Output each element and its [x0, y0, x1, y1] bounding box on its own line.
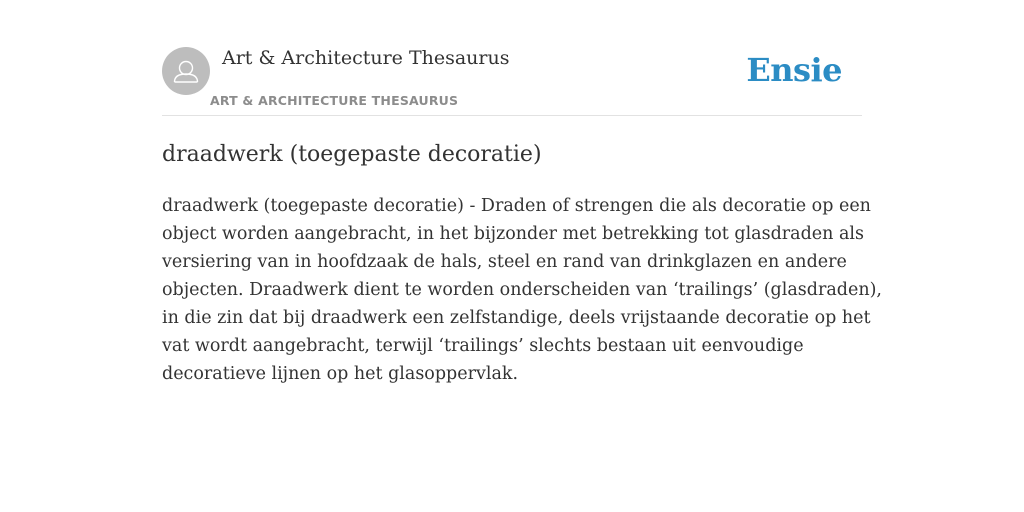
definition-line: versiering van in hoofdzaak de hals, steel en rand van drinkglazen en andere	[162, 252, 847, 272]
definition-line: draadwerk (toegepaste decoratie) - Draden of strengen die als decoratie op een	[162, 196, 871, 216]
author-name[interactable]: Art & Architecture Thesaurus	[222, 47, 510, 69]
source-label[interactable]: ART & ARCHITECTURE THESAURUS	[210, 93, 459, 108]
definition-line: decoratieve lijnen op het glasoppervlak.	[162, 364, 519, 384]
user-avatar-icon	[162, 47, 210, 95]
definition-line: object worden aangebracht, in het bijzonder met betrekking tot glasdraden als	[162, 224, 864, 244]
definition-line: vat wordt aangebracht, terwijl ‘trailings’ slechts bestaan uit eenvoudige	[162, 336, 804, 356]
ensie-logo[interactable]: Ensie	[746, 51, 842, 89]
author-avatar[interactable]	[162, 47, 210, 95]
definition-text	[162, 192, 882, 388]
header-divider	[162, 115, 862, 116]
page-title: draadwerk (toegepaste decoratie)	[162, 142, 542, 167]
definition-line: in die zin dat bij draadwerk een zelfstandige, deels vrijstaande decoratie op het	[162, 308, 871, 328]
definition-line: objecten. Draadwerk dient te worden onderscheiden van ‘trailings’ (glasdraden),	[162, 280, 882, 300]
